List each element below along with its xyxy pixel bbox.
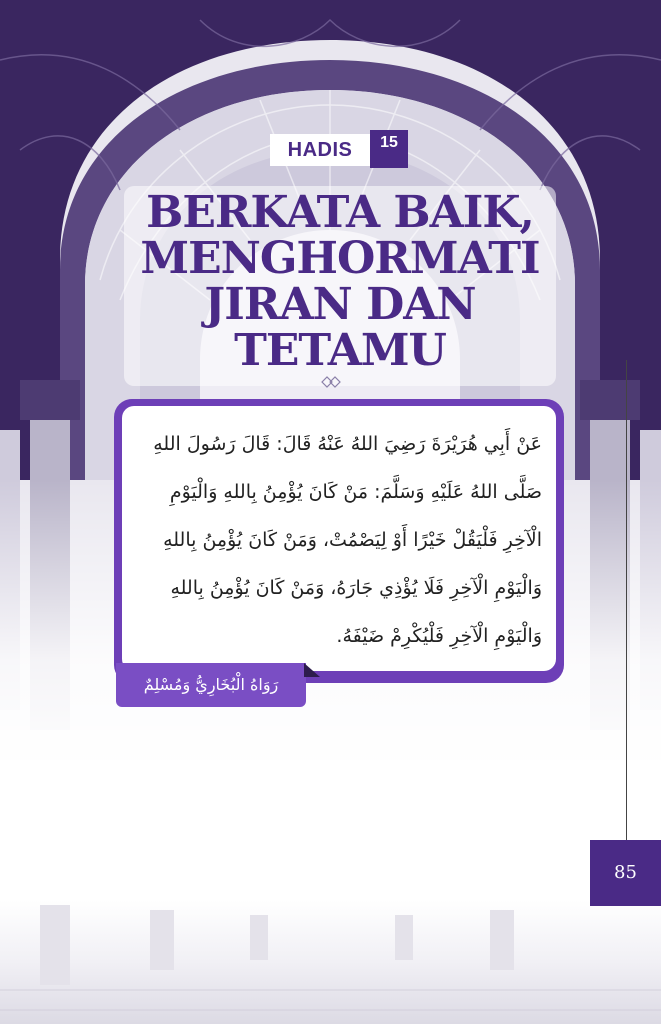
hadith-card-inner xyxy=(122,406,556,671)
arabic-line-1: عَنْ أَبِي هُرَيْرَةَ رَضِيَ اللهُ عَنْهُ قَالَ: قَالَ رَسُولَ اللهِ xyxy=(153,433,542,455)
hadith-card xyxy=(114,399,564,683)
arabic-line-3: الْآخِرِ فَلْيَقُلْ خَيْرًا أَوْ لِيَصْمُتْ، وَمَنْ كَانَ يُؤْمِنُ بِاللهِ xyxy=(163,529,542,551)
page-title xyxy=(124,187,556,376)
arabic-line-2: صَلَّى اللهُ عَلَيْهِ وَسَلَّمَ: مَنْ كَانَ يُؤْمِنُ بِاللهِ وَالْيَوْمِ xyxy=(169,481,542,503)
narrator-text: رَوَاهُ الْبُخَارِيُّ وَمُسْلِمٌ xyxy=(143,675,279,694)
narrator-tab xyxy=(116,663,306,707)
page-marker-line xyxy=(626,360,627,840)
title-line-4: TETAMU xyxy=(234,325,446,376)
title-line-2: MENGHORMATI xyxy=(140,233,540,284)
hadis-label: HADIS xyxy=(270,134,370,166)
ornament-icon xyxy=(320,375,342,389)
title-line-3: JIRAN DAN xyxy=(204,279,476,330)
tab-notch-decoration xyxy=(304,663,320,677)
hadis-number: 15 xyxy=(370,130,408,168)
arabic-line-5: وَالْيَوْمِ الْآخِرِ فَلْيُكْرِمْ ضَيْفَهُ. xyxy=(336,625,542,647)
hadith-arabic-text xyxy=(138,420,542,660)
page-number: 85 xyxy=(590,840,661,906)
title-line-1: BERKATA BAIK, xyxy=(146,187,534,238)
arabic-line-4: وَالْيَوْمِ الْآخِرِ فَلَا يُؤْذِي جَارَهُ، وَمَنْ كَانَ يُؤْمِنُ بِاللهِ xyxy=(170,577,542,599)
